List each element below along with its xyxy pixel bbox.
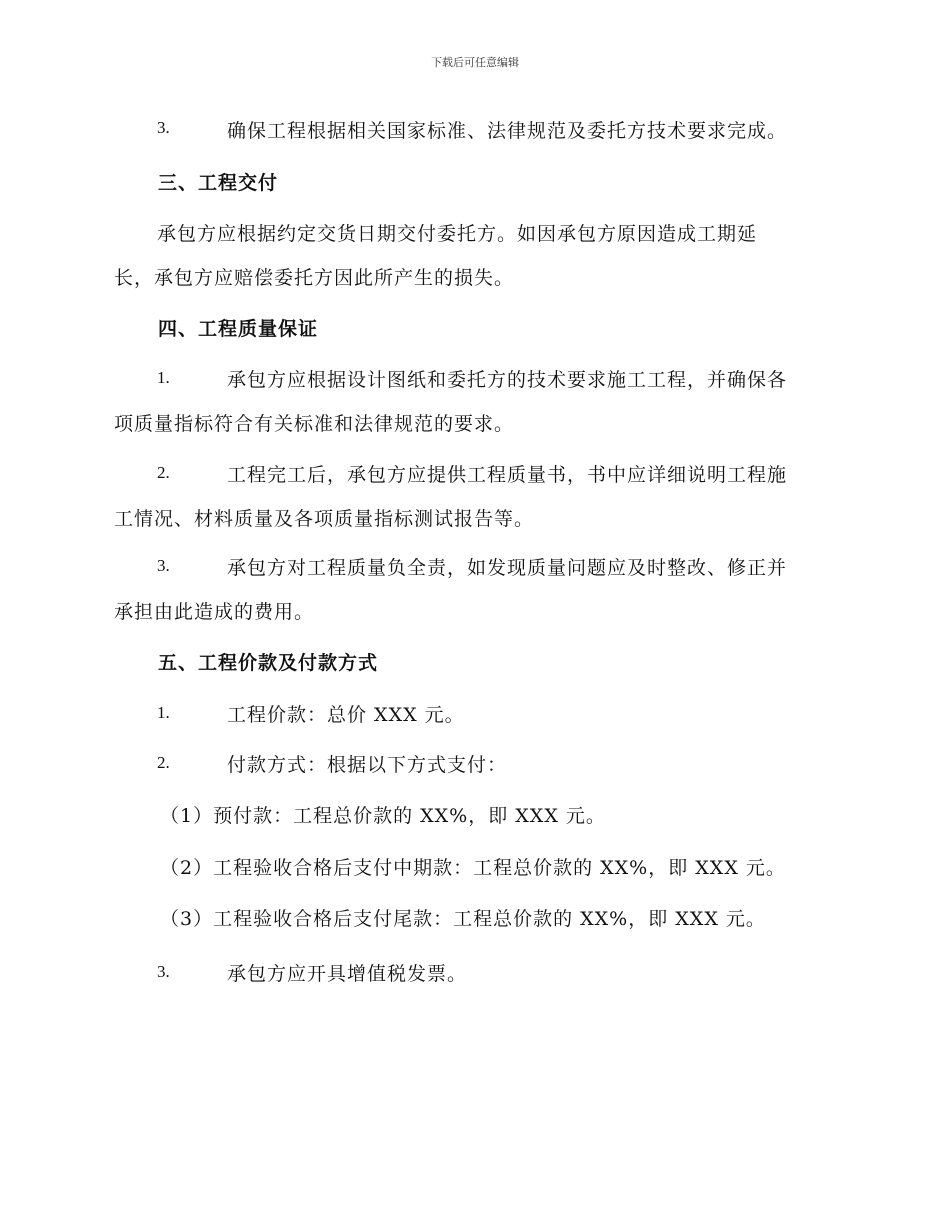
item-text-continued: 项质量指标符合有关标准和法律规范的要求。 — [114, 413, 515, 435]
sub-item: （2）工程验收合格后支付中期款：工程总价款的 XX%，即 XXX 元。 — [160, 857, 786, 879]
item-text: 承包方应根据设计图纸和委托方的技术要求施工工程，并确保各 — [227, 369, 788, 391]
item-number: 2. — [157, 753, 170, 772]
item-text-continued: 承担由此造成的费用。 — [114, 601, 315, 623]
page-header: 下载后可任意编辑 — [431, 56, 519, 69]
item-text-continued: 工情况、材料质量及各项质量指标测试报告等。 — [114, 508, 535, 530]
item-number: 3. — [157, 556, 170, 575]
item-number: 1. — [157, 703, 170, 722]
sub-item: （1）预付款：工程总价款的 XX%，即 XXX 元。 — [160, 805, 606, 827]
section-heading: 五、工程价款及付款方式 — [158, 652, 379, 674]
paragraph-line: 承包方应根据约定交货日期交付委托方。如因承包方原因造成工期延 — [157, 223, 758, 245]
section-heading: 三、工程交付 — [158, 172, 279, 194]
paragraph-line: 长，承包方应赔偿委托方因此所产生的损失。 — [114, 267, 515, 289]
item-text: 确保工程根据相关国家标准、法律规范及委托方技术要求完成。 — [227, 120, 788, 142]
item-number: 3. — [157, 118, 170, 137]
section-heading: 四、工程质量保证 — [158, 318, 319, 340]
item-number: 1. — [157, 368, 170, 387]
sub-item: （3）工程验收合格后支付尾款：工程总价款的 XX%，即 XXX 元。 — [160, 908, 766, 930]
item-text: 承包方应开具增值税发票。 — [227, 963, 468, 985]
item-text: 承包方对工程质量负全责，如发现质量问题应及时整改、修正并 — [227, 557, 788, 579]
item-number: 2. — [157, 463, 170, 482]
item-text: 工程完工后，承包方应提供工程质量书，书中应详细说明工程施 — [227, 464, 788, 486]
item-number: 3. — [157, 962, 170, 981]
item-text: 付款方式：根据以下方式支付： — [227, 754, 508, 776]
item-text: 工程价款：总价 XXX 元。 — [227, 704, 465, 726]
